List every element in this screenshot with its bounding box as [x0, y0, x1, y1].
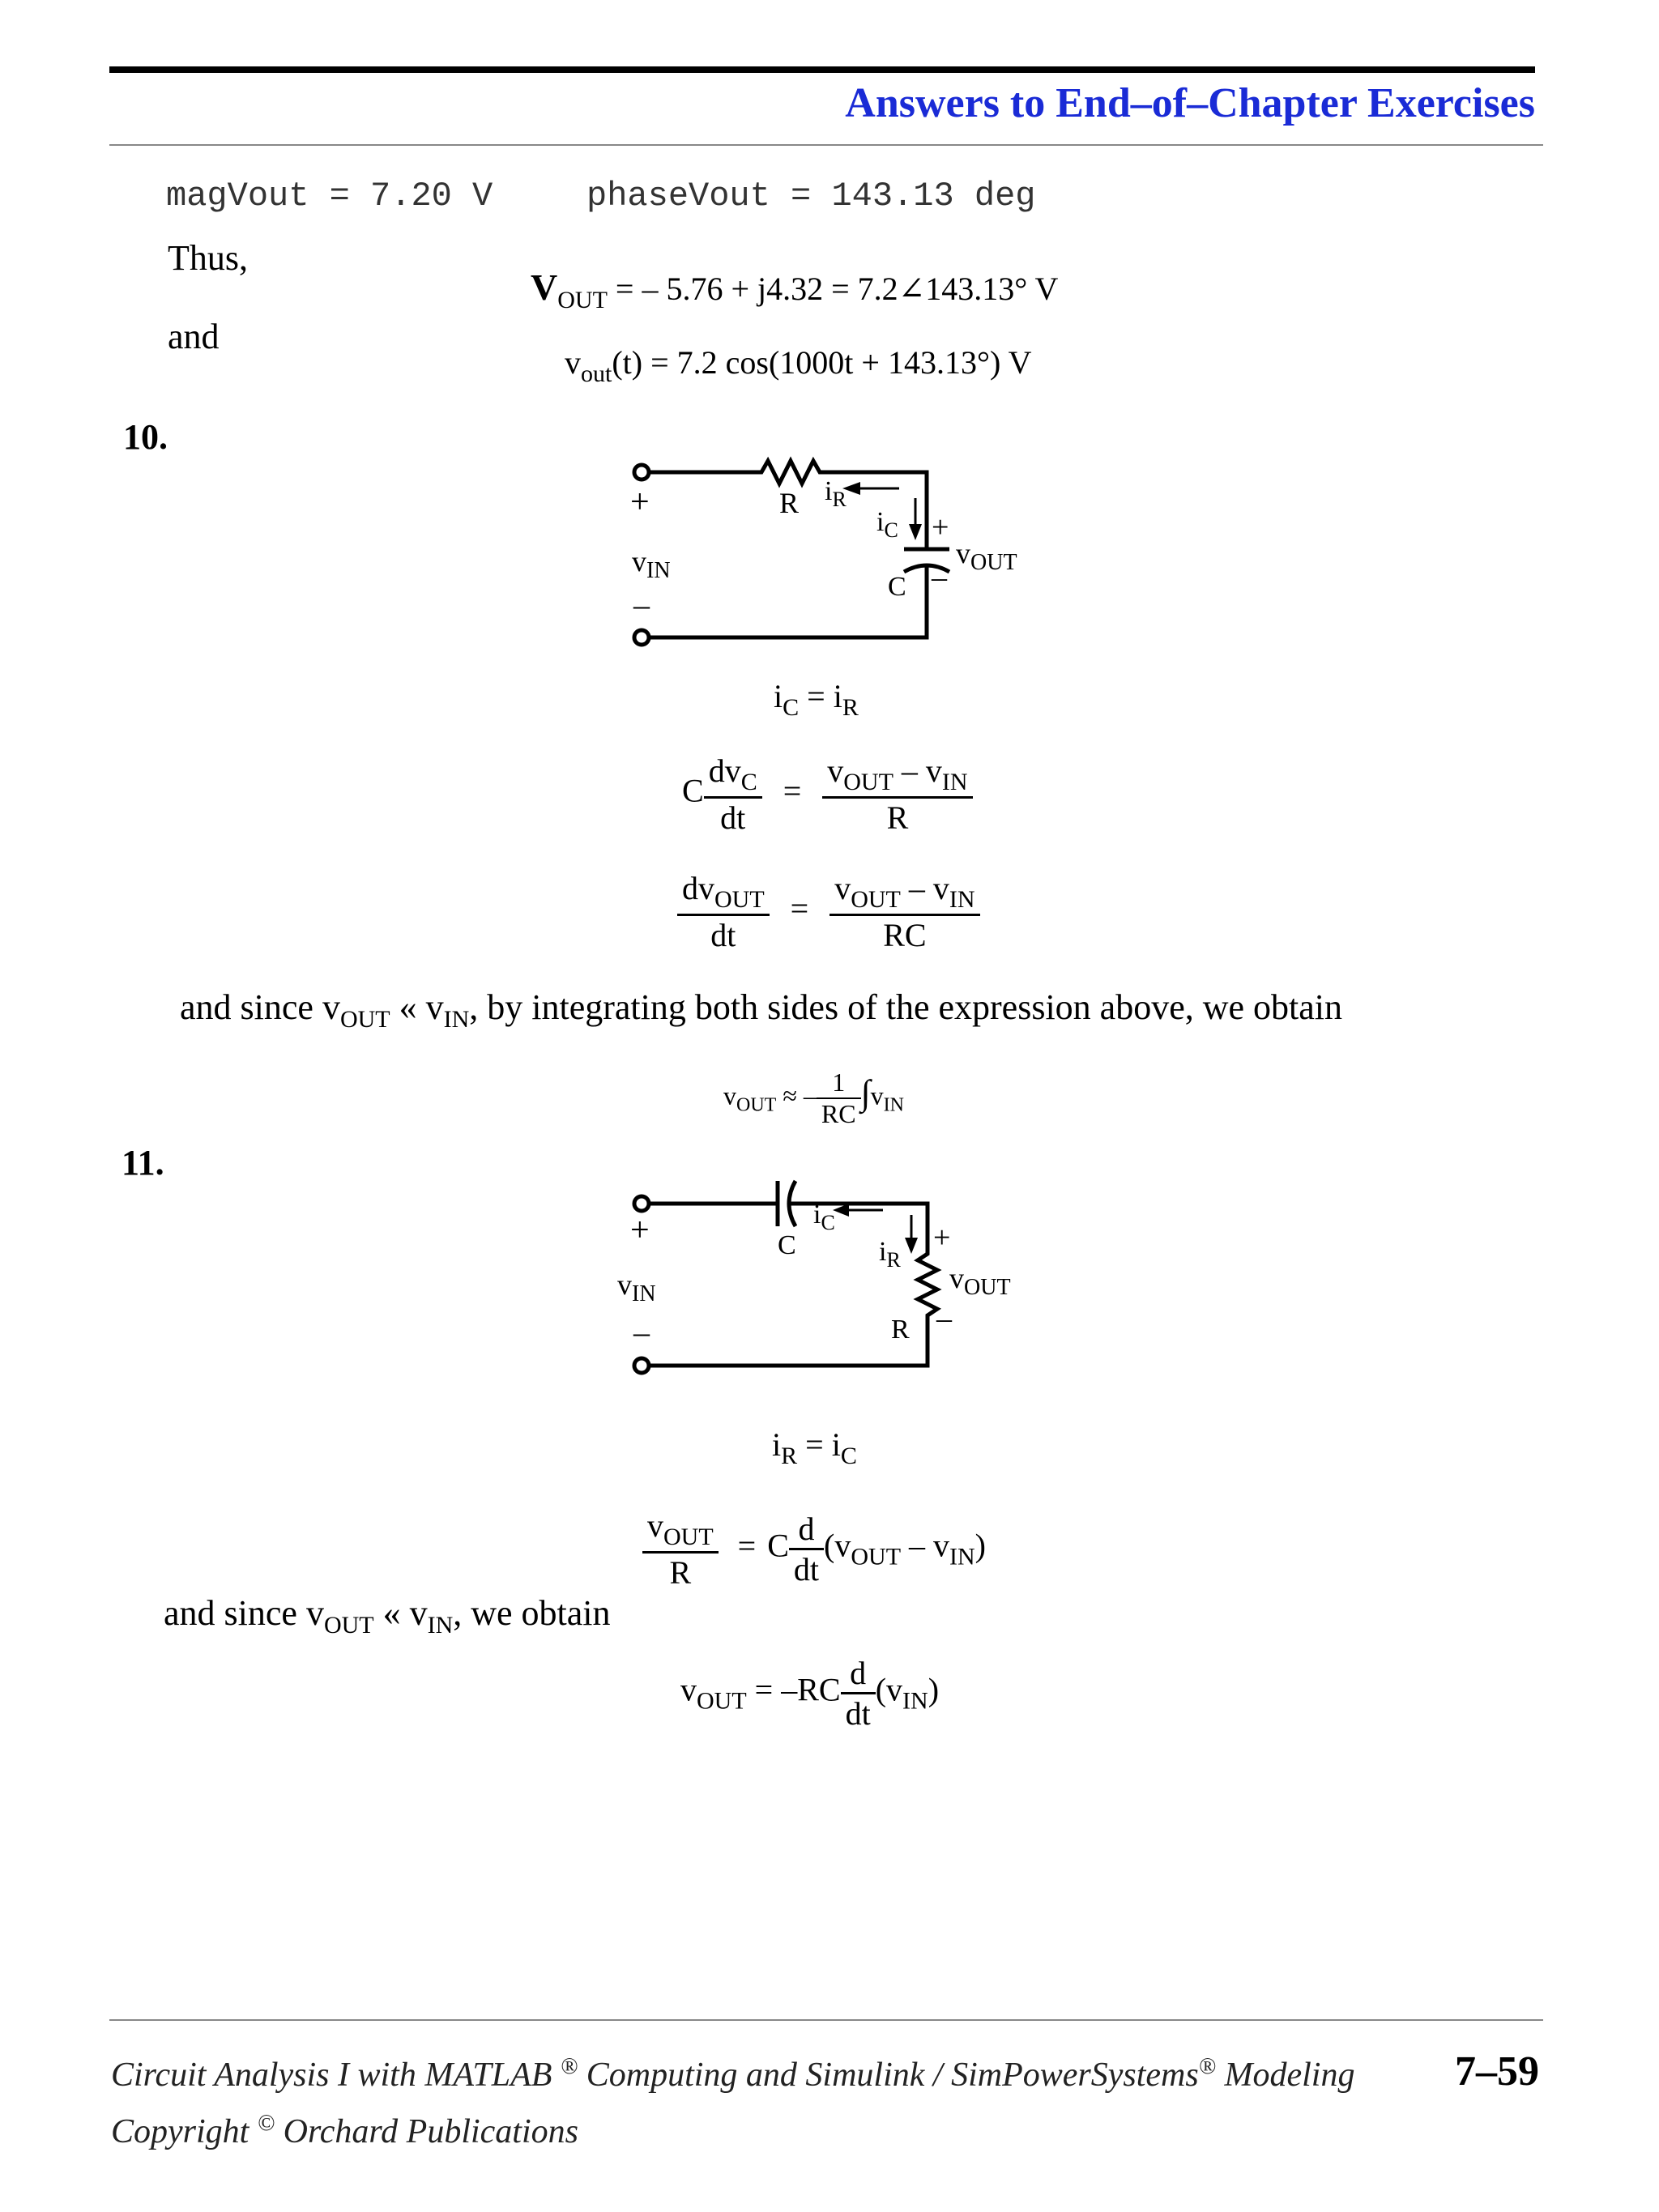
bottom-wire	[649, 565, 927, 637]
problem-10-number: 10.	[123, 417, 168, 457]
resistor-label: R	[779, 487, 800, 519]
p10-eq1-rhs: i	[833, 678, 842, 714]
footer-divider	[109, 2019, 1543, 2021]
p10-eq-result: $v_{OUT}$ ≈ – $\frac{1}{RC}$ $\int v_{IN}$	[723, 1068, 904, 1128]
terminal-top	[634, 465, 649, 479]
vin-label: $v_{IN}$	[617, 1268, 656, 1306]
p10-eq2-rhs-frac: $\frac{v_{OUT} - v_{IN}}{R}$	[822, 752, 972, 837]
terminal-bottom	[634, 630, 649, 645]
ir-label: $i_R$	[879, 1237, 901, 1272]
resistor-label: R	[891, 1315, 910, 1345]
p10-sentence: and since $v_{OUT}$ « $v_{IN}$, by integrating both sides of the expression above, we obtain	[180, 987, 1343, 1033]
text-and: and	[168, 317, 220, 356]
p10-eq1-eq: =	[799, 678, 834, 714]
footer-copyright: Copyright © Orchard Publications	[111, 2111, 578, 2150]
ir-label: $i_R$	[825, 476, 847, 511]
vin-plus-sign: +	[630, 484, 650, 521]
eq-phasor-lhs-sub: OUT	[557, 287, 608, 313]
p11-eq-differential: $\frac{v_{OUT}}{R}$ = C $\frac{d}{dt}$ $(v_{OUT} - v_{IN})$	[642, 1507, 986, 1592]
eq-phasor-lhs: V	[531, 266, 558, 308]
ic-arrow-head	[909, 524, 922, 540]
vout-label: $v_{OUT}$	[949, 1262, 1011, 1300]
p10-eq3-rhs-frac: $\frac{v_{OUT} - v_{IN}}{RC}$	[830, 869, 979, 954]
vout-label: $v_{OUT}$	[956, 537, 1017, 575]
capacitor-label: C	[888, 572, 906, 602]
header-divider	[109, 144, 1543, 146]
p11-eq-result: $v_{OUT} = -RC$ $\frac{d}{dt}$ $(v_{IN})$	[680, 1655, 940, 1732]
eq-phasor-rhs: = – 5.76 + j4.32 = 7.2∠143.13° V	[607, 271, 1059, 307]
equation-phasor	[531, 266, 1058, 314]
problem-11-number: 11.	[122, 1143, 164, 1183]
matlab-phase-output: phaseVout = 143.13 deg	[586, 177, 1036, 215]
p10-eq1-lhs-sub: C	[783, 694, 800, 721]
vout-minus-sign: –	[932, 560, 947, 595]
header-rule	[109, 66, 1535, 73]
circuit-rc-differentiator	[599, 1166, 1085, 1385]
p10-eq2-eq: =	[783, 772, 802, 809]
p11-sentence: and since $v_{OUT}$ « $v_{IN}$, we obtain	[164, 1593, 611, 1639]
equation-time-domain	[565, 343, 1031, 388]
p10-eq3-lhs-frac: $\frac{dv_{OUT}}{dt}$	[677, 869, 770, 954]
page-header-title: Answers to End–of–Chapter Exercises	[845, 80, 1535, 126]
vin-minus-sign: –	[633, 586, 650, 623]
p10-eq3-eq: =	[790, 889, 809, 927]
p10-eq1-lhs: i	[774, 678, 783, 714]
vout-plus-sign: +	[932, 510, 949, 544]
footer-book-title: Circuit Analysis I with MATLAB ® Computing and Simulink / SimPowerSystems® Modeling	[111, 2054, 1355, 2094]
ic-label: $i_C$	[876, 507, 898, 542]
vin-plus-sign: +	[630, 1212, 650, 1249]
terminal-top	[634, 1196, 649, 1211]
vin-label: $v_{IN}$	[632, 545, 671, 583]
vin-minus-sign: –	[633, 1314, 650, 1350]
ir-arrow-head	[905, 1238, 918, 1254]
vout-minus-sign: –	[936, 1302, 952, 1336]
capacitor-label: C	[778, 1230, 796, 1260]
p10-eq2-c: C	[682, 772, 704, 809]
p10-eq2-lhs-frac: $\frac{dv_C}{dt}$	[704, 752, 762, 837]
eq-time-lhs-sub: out	[581, 360, 612, 387]
vout-plus-sign: +	[933, 1221, 951, 1255]
text-thus: Thus,	[168, 238, 248, 278]
p11-eq-current: $i_R = i_C$	[772, 1426, 857, 1469]
eq-time-lhs: v	[565, 344, 581, 381]
p10-eq-normalized	[677, 869, 980, 954]
p10-eq-differential	[682, 752, 973, 837]
ic-label: $i_C$	[813, 1200, 835, 1234]
matlab-mag-output: magVout = 7.20 V	[166, 177, 493, 215]
p11-eq2-lhs-frac: $\frac{v_{OUT}}{R}$	[642, 1507, 719, 1592]
eq-time-rhs: (t) = 7.2 cos(1000t + 143.13°) V	[612, 344, 1032, 381]
p10-eq-current	[774, 677, 859, 722]
page-number: 7–59	[1455, 2048, 1539, 2095]
terminal-bottom	[634, 1358, 649, 1373]
p10-eq1-rhs-sub: R	[842, 694, 859, 721]
circuit-rc-integrator	[599, 450, 1085, 660]
